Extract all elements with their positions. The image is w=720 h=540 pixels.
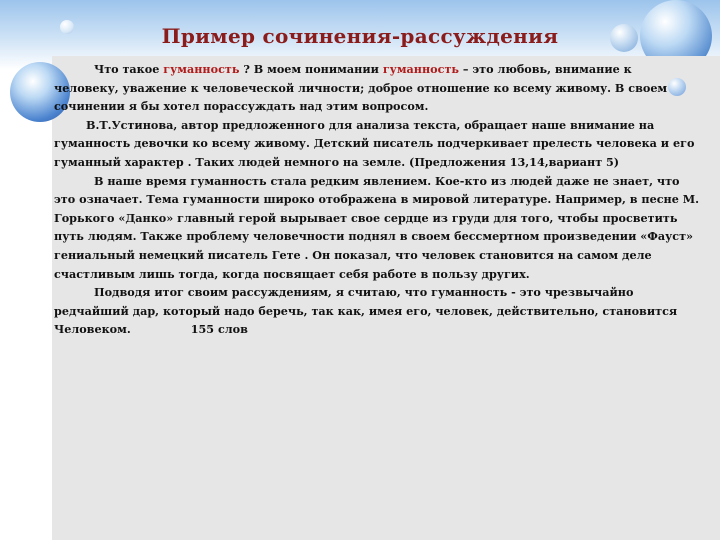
paragraph-author: В.Т.Устинова, автор предложенного для анализа текста, обращает наше внимание на гуманность девочки ко всему живому. Детский писатель подчеркивает прелесть человека и его гуманный характер . Таких людей немного на земле. (Предложения 13,14,вариант 5) bbox=[54, 117, 695, 169]
slide-title: Пример сочинения-рассуждения bbox=[161, 24, 559, 48]
highlight-term: гуманность bbox=[382, 62, 459, 76]
paragraph-conclusion: Подводя итог своим рассуждениям, я считаю, что гуманность - это чрезвычайно редчайший дар, который надо беречь, так как, имея его, человек, действительно, становится Человеком. 155 слов bbox=[54, 285, 678, 337]
essay-text bbox=[54, 60, 700, 339]
word-count: 155 слов bbox=[190, 322, 248, 337]
highlight-term: гуманность bbox=[163, 62, 240, 76]
paragraph-intro: Что такое гуманность ? В моем понимании гуманность – это любовь, внимание к человеку, уважение к человеческой личности; доброе отношение ко всему живому. В своем сочинении я бы хотел порассуждать над этим вопросом. bbox=[54, 62, 668, 114]
paragraph-argument: В наше время гуманность стала редким явлением. Кое-кто из людей даже не знает, что это означает. Тема гуманности широко отображена в мировой литературе. Например, в песне М. Горького «Данко» главный герой вырывает свое сердце из груди для того, чтобы просветить путь людям. Также проблему человечности поднял в своем бессмертном произведении «Фауст» гениальный немецкий писатель Гете . Он показал, что человек становится на самом деле счастливым лишь тогда, когда посвящает себя работе в пользу других. bbox=[54, 173, 700, 281]
